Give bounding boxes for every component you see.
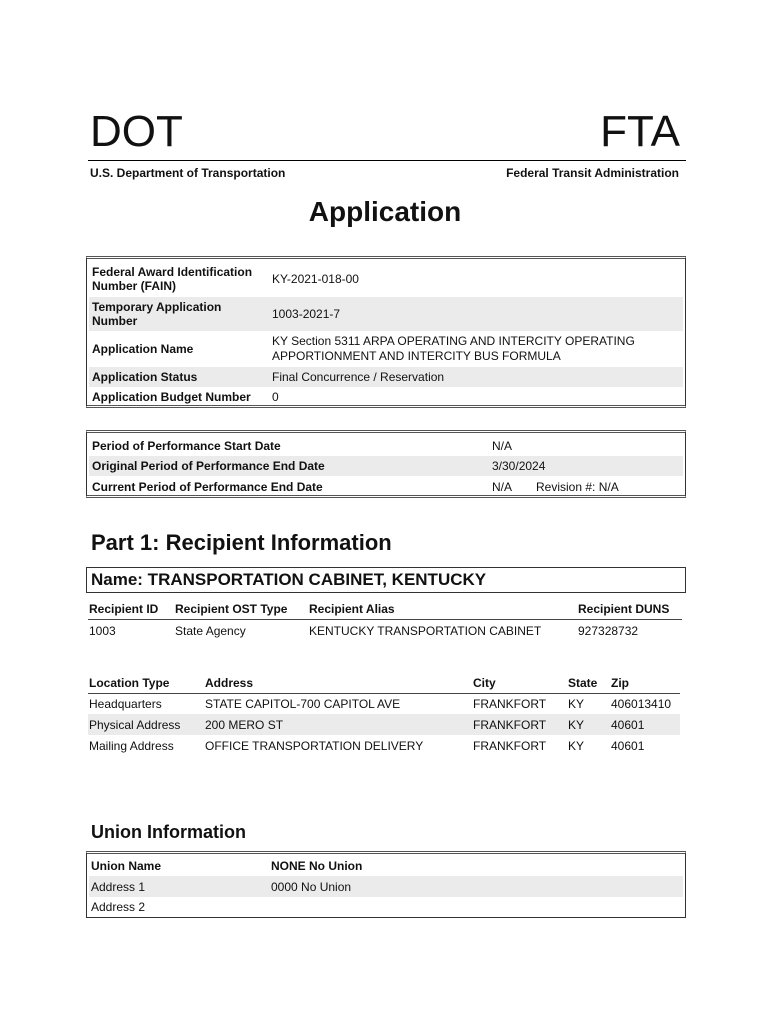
current-end-label: Current Period of Performance End Date xyxy=(92,479,323,494)
col-location-type: Location Type xyxy=(89,676,170,691)
recipient-name-box xyxy=(86,567,686,593)
original-end-row xyxy=(89,456,683,476)
location-row xyxy=(88,735,680,756)
recipient-duns: 927328732 xyxy=(578,624,639,639)
col-zip: Zip xyxy=(611,676,629,691)
location-city: FRANKFORT xyxy=(473,738,547,753)
union-table xyxy=(86,851,686,918)
app-name-value: KY Section 5311 ARPA OPERATING AND INTERCITY OPERATING APPORTIONMENT AND INTERCITY BUS FORMULA xyxy=(272,334,635,363)
recipient-ost-type: State Agency xyxy=(175,624,246,639)
union-address1-value: 0000 No Union xyxy=(271,879,352,894)
union-name-row xyxy=(89,855,683,876)
application-info-table xyxy=(86,256,686,408)
agency-name: Federal Transit Administration xyxy=(506,166,679,180)
union-address1-row xyxy=(89,876,683,897)
recipient-table xyxy=(88,600,682,643)
location-city: FRANKFORT xyxy=(473,717,547,732)
revision-value: Revision #: N/A xyxy=(536,479,619,494)
col-state: State xyxy=(568,676,598,691)
col-ost-type: Recipient OST Type xyxy=(175,602,288,617)
recipient-name: Name: TRANSPORTATION CABINET, KENTUCKY xyxy=(91,570,487,589)
recipient-id: 1003 xyxy=(89,624,116,639)
budget-label: Application Budget Number xyxy=(92,390,251,404)
app-name-row xyxy=(89,331,683,367)
period-start-value: N/A xyxy=(492,438,513,453)
page-title: Application xyxy=(308,196,462,227)
location-state: KY xyxy=(568,717,585,732)
location-city: FRANKFORT xyxy=(473,696,547,711)
location-table xyxy=(88,674,680,756)
app-name-label: Application Name xyxy=(92,342,194,356)
period-start-label: Period of Performance Start Date xyxy=(92,438,281,453)
location-header-row xyxy=(88,674,680,693)
col-recipient-id: Recipient ID xyxy=(89,602,159,617)
period-table xyxy=(86,430,686,498)
union-name-label: Union Name xyxy=(91,858,162,873)
fain-row xyxy=(89,261,683,297)
col-address: Address xyxy=(205,676,254,691)
recipient-row xyxy=(88,619,682,643)
col-duns: Recipient DUNS xyxy=(578,602,670,617)
app-status-value: Final Concurrence / Reservation xyxy=(272,370,445,384)
union-address1-label: Address 1 xyxy=(91,879,146,894)
location-zip: 40601 xyxy=(611,738,645,753)
location-type: Mailing Address xyxy=(89,738,174,753)
location-zip: 406013410 xyxy=(611,696,672,711)
temp-app-label: Temporary Application Number xyxy=(92,300,222,328)
header-divider xyxy=(88,160,686,161)
period-start-row xyxy=(89,435,683,456)
location-type: Headquarters xyxy=(89,696,162,711)
current-end-row xyxy=(89,476,683,497)
union-name-value: NONE No Union xyxy=(271,858,363,873)
fta-logo: FTA xyxy=(600,107,680,156)
location-row xyxy=(88,714,680,735)
location-address: 200 MERO ST xyxy=(205,717,284,732)
union-address2-label: Address 2 xyxy=(91,900,146,914)
location-state: KY xyxy=(568,696,585,711)
budget-value: 0 xyxy=(272,390,279,404)
col-alias: Recipient Alias xyxy=(309,602,395,617)
fain-value: KY-2021-018-00 xyxy=(272,272,359,286)
location-address: OFFICE TRANSPORTATION DELIVERY xyxy=(205,738,424,753)
recipient-header-row xyxy=(88,600,682,619)
app-status-row xyxy=(89,367,683,387)
dot-logo: DOT xyxy=(90,107,183,156)
location-address: STATE CAPITOL-700 CAPITOL AVE xyxy=(205,696,401,711)
original-end-label: Original Period of Performance End Date xyxy=(92,459,325,473)
current-end-value: N/A xyxy=(492,479,513,494)
temp-app-value: 1003-2021-7 xyxy=(272,307,341,321)
app-status-label: Application Status xyxy=(92,370,198,384)
dept-name: U.S. Department of Transportation xyxy=(90,166,286,180)
union-address2-row xyxy=(89,897,683,917)
original-end-value: 3/30/2024 xyxy=(492,459,546,473)
location-row xyxy=(88,693,680,714)
recipient-alias: KENTUCKY TRANSPORTATION CABINET xyxy=(309,624,542,639)
fain-label: Federal Award Identification Number (FAIN) xyxy=(92,265,253,293)
col-city: City xyxy=(473,676,496,691)
temp-app-row xyxy=(89,297,683,331)
location-zip: 40601 xyxy=(611,717,645,732)
location-type: Physical Address xyxy=(89,717,181,732)
location-state: KY xyxy=(568,738,585,753)
union-heading: Union Information xyxy=(91,822,246,842)
budget-row xyxy=(89,387,683,407)
part1-heading: Part 1: Recipient Information xyxy=(91,530,392,555)
